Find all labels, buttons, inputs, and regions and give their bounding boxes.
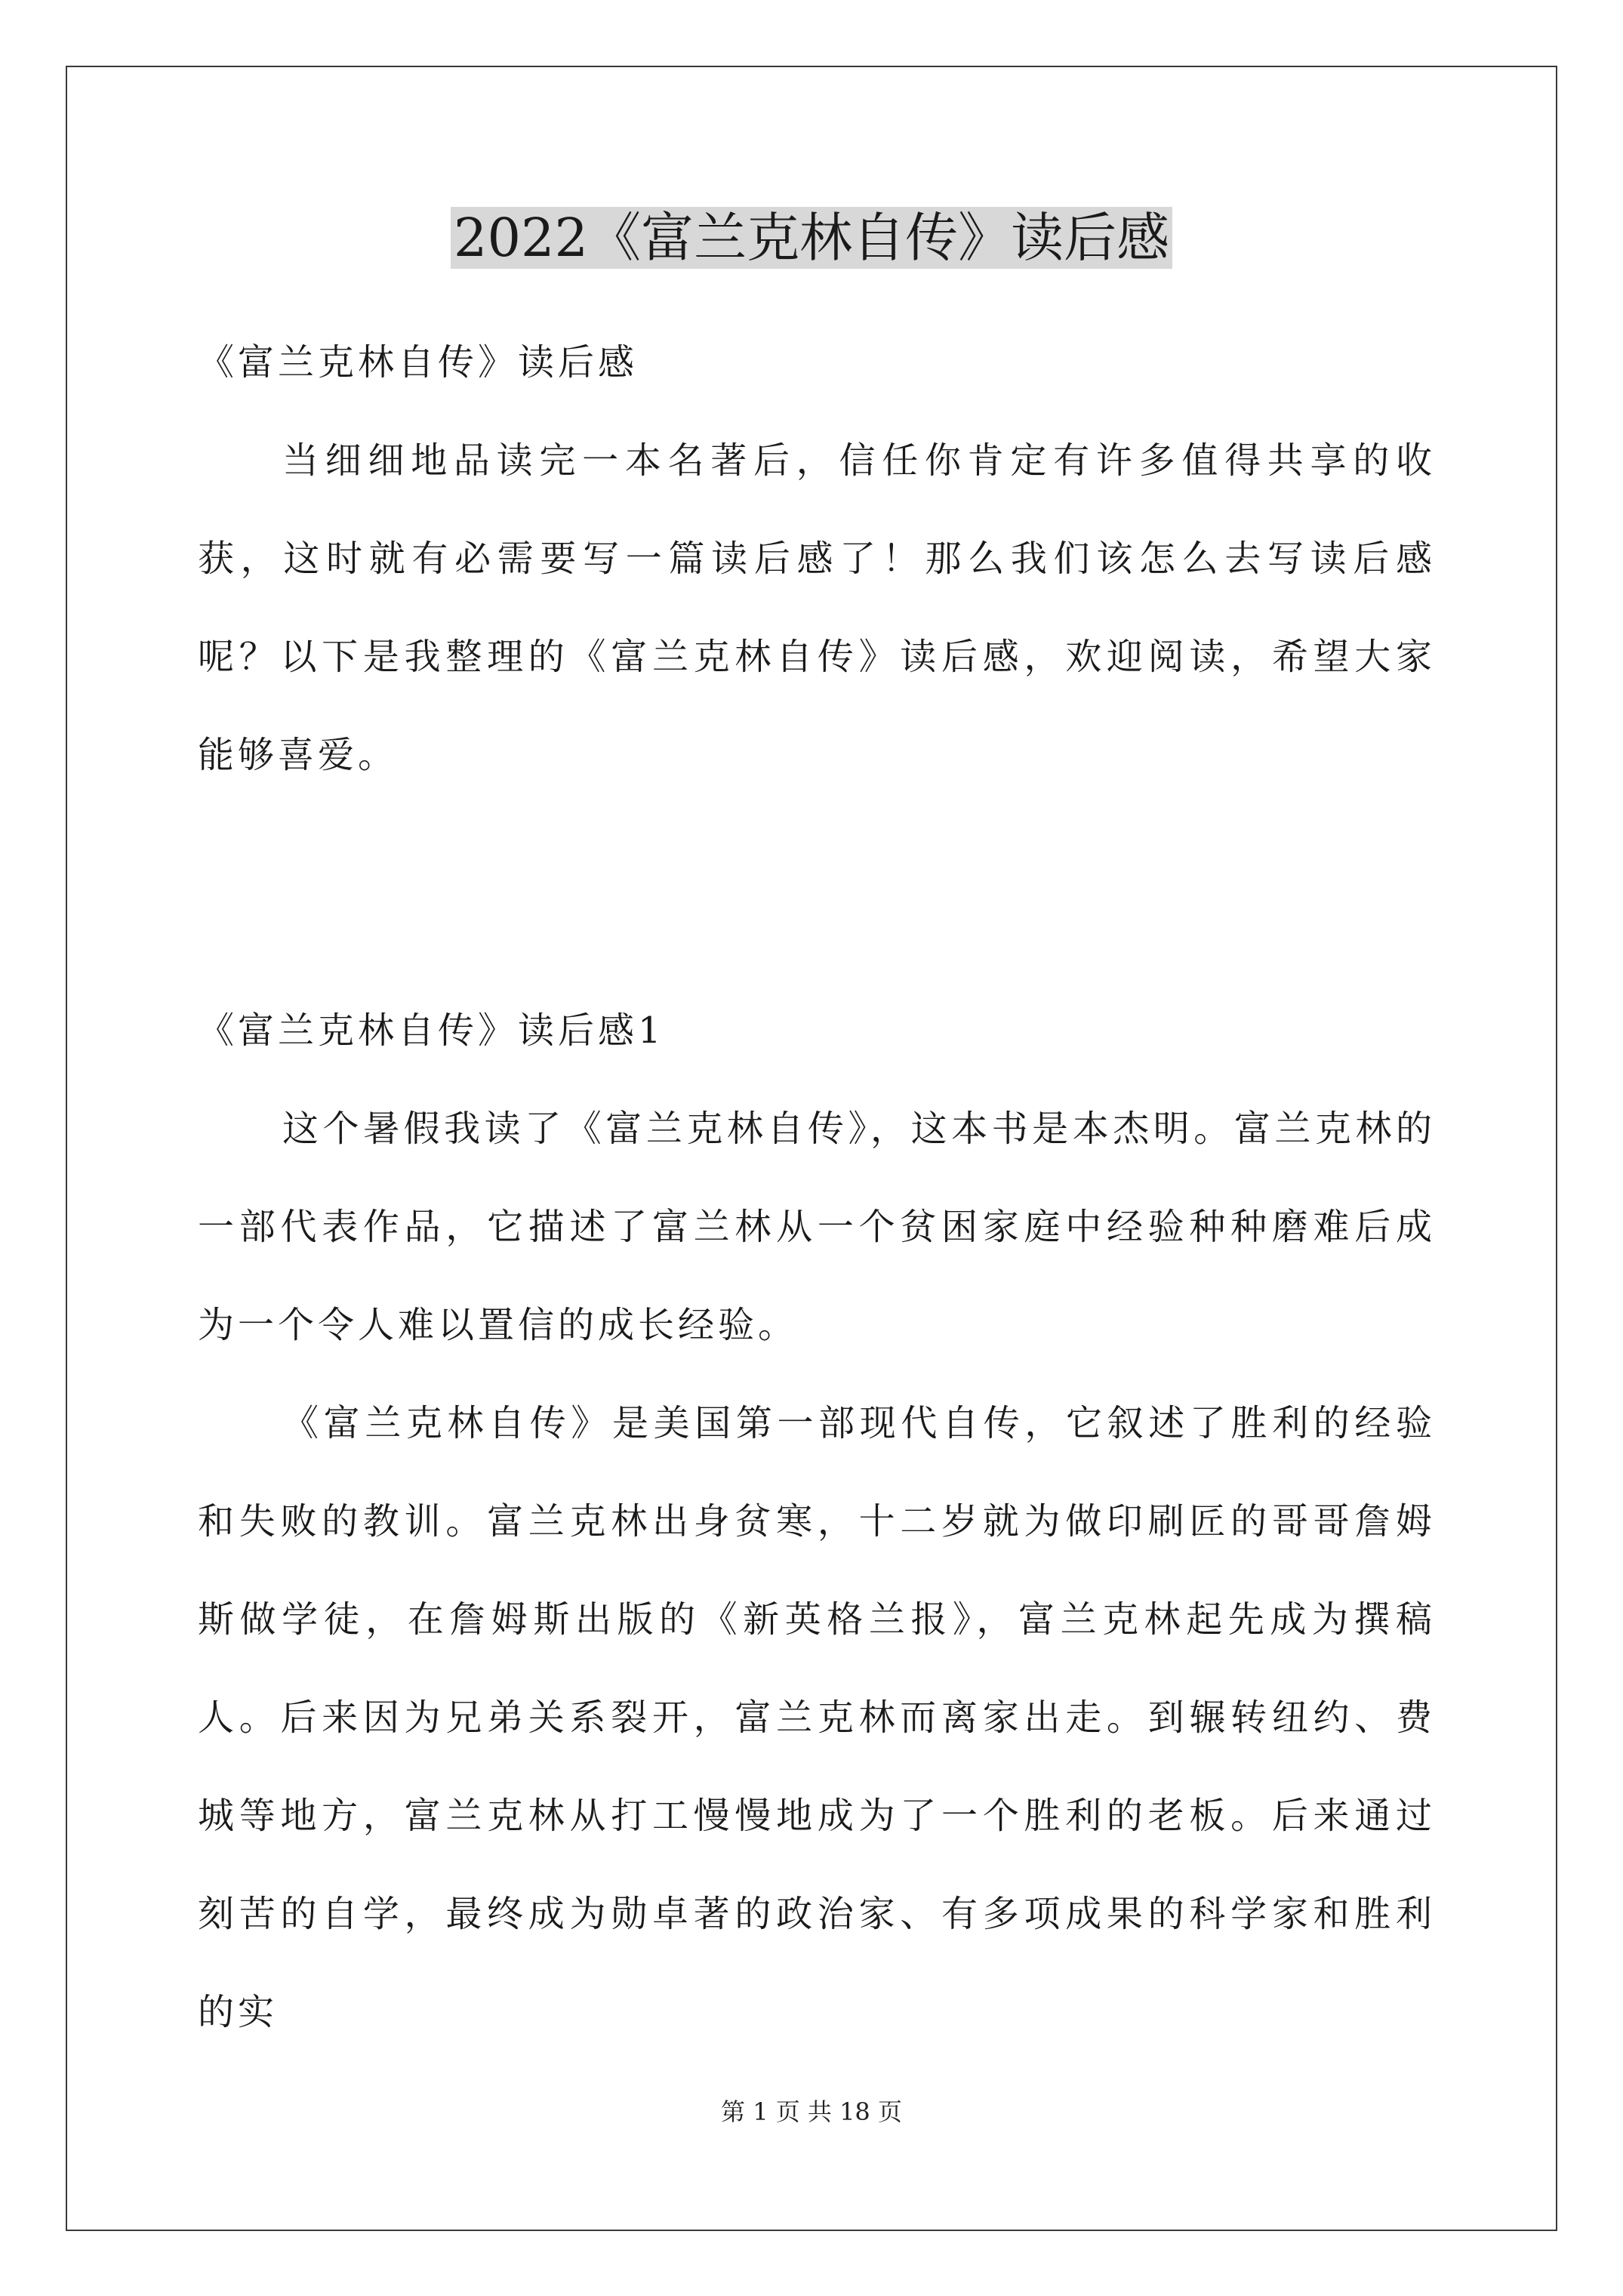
intro-paragraph: 当细细地品读完一本名著后，信任你肯定有许多值得共享的收获，这时就有必需要写一篇读后感了！那么我们该怎么去写读后感呢？以下是我整理的《富兰克林自传》读后感，欢迎阅读，希望大家能够喜爱。 <box>198 439 1436 776</box>
page-number-footer: 第 1 页 共 18 页 <box>721 2097 902 2126</box>
document-title <box>0 200 1623 276</box>
section1-paragraph-1: 这个暑假我读了《富兰克林自传》，这本书是本杰明。富兰克林的一部代表作品，它描述了富兰林从一个贫困家庭中经验种种磨难后成为一个令人难以置信的成长经验。 <box>198 1108 1436 1346</box>
intro-heading: 《富兰克林自传》读后感 <box>198 341 639 384</box>
section1-paragraph-2: 《富兰克林自传》是美国第一部现代自传，它叙述了胜利的经验和失败的教训。富兰克林出身贫寒，十二岁就为做印刷匠的哥哥詹姆斯做学徒，在詹姆斯出版的《新英格兰报》，富兰克林起先成为撰稿人。后来因为兄弟关系裂开，富兰克林而离家出走。到辗转纽约、费城等地方，富兰克林从打工慢慢地成为了一个胜利的老板。后来通过刻苦的自学，最终成为勋卓著的政治家、有多项成果的科学家和胜利的实 <box>198 1402 1436 2033</box>
document-title-text: 2022《富兰克林自传》读后感 <box>451 207 1172 269</box>
section1-heading: 《富兰克林自传》读后感1 <box>198 1009 665 1052</box>
